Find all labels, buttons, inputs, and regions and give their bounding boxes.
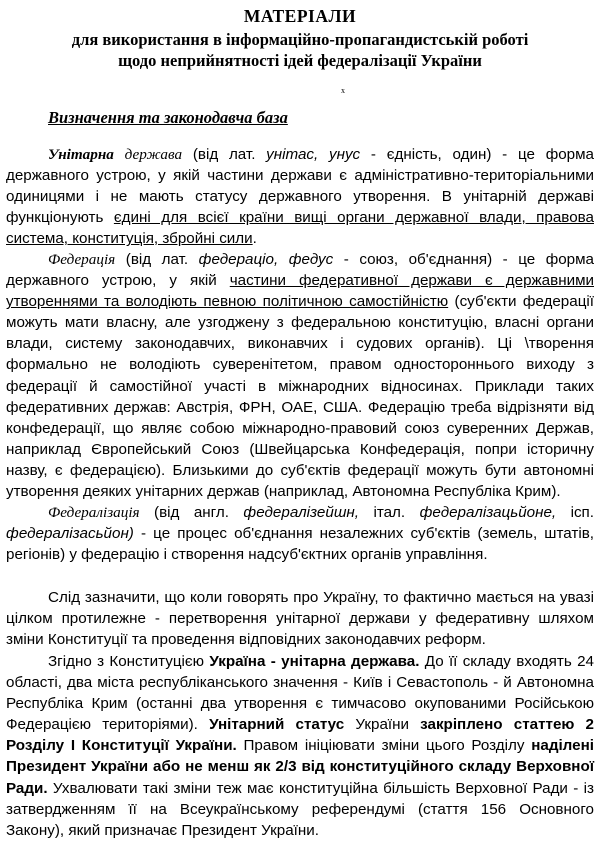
- latin-term: федераціо, федус: [198, 251, 334, 268]
- underlined-phrase: єдині для всієї країни вищі органи державної влади, правова система, конституція, збройні сили: [6, 209, 594, 248]
- bold-phrase: наділені Президент України або не менш як 2/3 від конституційного складу Верховної Ради.: [6, 737, 594, 797]
- term-federalization: Федералізація: [48, 504, 140, 521]
- english-term: федералізейшн,: [243, 504, 360, 521]
- italian-term: федералізацьйоне,: [419, 504, 557, 521]
- term-state: держава: [124, 146, 183, 163]
- paragraph-federalization: Федералізація (від англ. федералізейшн, італ. федералізацьйоне, ісп. федералізасьйон) - це процес об'єднання незалежних суб'єктів (земель, штатів, регіонів) у федерацію і створення надсуб'єктних органів управління.: [6, 504, 594, 564]
- document-subtitle-line-1: для використання в інформаційно-пропагандистській роботі: [71, 30, 529, 49]
- spanish-term: федералізасьйон): [6, 525, 134, 543]
- paragraph-federation: Федерація (від лат. федераціо, федус - союз, об'єднання) - це форма державного устрою, у якій частини федеративної держави є державними утвореннями та володіють певною політичною самостійністю (суб'єкти федерації можуть мати власну, але узгоджену з федеральною конституцію, власні органи влади, систему законодавчих, виконавчих і судових органів). Ці \творення формально не володіють суверенітетом, правом одностороннього виходу з федерації й самостійної участі в міжнародних відносинах. Приклади таких федеративних держав: Австрія, ФРН, ОАЕ, США. Федерацію треба відрізняти від конфедерації, що являє собою міжнародно-правовий союз суверенних Держав, наприклад Європейський Союз (Швейцарська Конфедерація, попри історичну назву, є федерацією). Близькими до суб'єктів федерації можуть бути автономні утворення деяких унітарних держав (наприклад, Автономна Республіка Крим).: [6, 251, 594, 501]
- paragraph-constitution: Згідно з Конституцією Україна - унітарна держава. До її складу входять 24 області, два міста республіканського значення - Київ і Севастополь - й Автономна Республіка Крим (останні два утворення є тимчасово окупованими Російською Федерацією територіями). Унітарний статус України закріплено статтею 2 Розділу І Конституції України. Правом ініціювати зміни цього Розділу наділені Президент України або не менш як 2/3 від конституційного складу Верховної Ради. Ухвалювати такі зміни теж має конституційна більшість Верховної Ради - із затвердженням її на Всеукраїнському референдумі (стаття 156 Основного Закону), який призначає Президент України.: [6, 653, 594, 839]
- underlined-phrase: частини федеративної держави є державними утвореннями та володіють певною політичною самостійністю: [6, 272, 594, 311]
- document-subtitle-line-2: щодо неприйнятності ідей федералізації України: [118, 51, 482, 70]
- small-mark: х: [341, 86, 345, 95]
- paragraph-unitary-state: Унітарна держава (від лат. унітас, унус - єдність, один) - це форма державного устрою, у якій частини держави є адміністративно-територіальними одиницями і не мають статусу державного утворення. В унітарній державі функціонують єдині для всієї країни вищі органи державної влади, правова система, конституція, збройні сили.: [6, 146, 594, 248]
- bold-phrase: Унітарний статус: [209, 716, 345, 734]
- bold-phrase: Україна - унітарна держава.: [209, 653, 420, 670]
- term-unitary: Унітарна: [48, 146, 114, 163]
- paragraph-note: Слід зазначити, що коли говорять про Україну, то фактично мається на увазі цілком протилежне - перетворення унітарної держави у федеративну шляхом зміни Конституції та проведення відповідних законодавчих реформ.: [6, 589, 594, 649]
- document-title: МАТЕРІАЛИ: [243, 6, 357, 26]
- latin-term: унітас, унус: [266, 146, 361, 163]
- bold-phrase: закріплено статтею 2 Розділу І Конституції України.: [6, 716, 594, 755]
- section-heading: Визначення та законодавча база: [48, 108, 288, 127]
- term-federation: Федерація: [48, 251, 116, 268]
